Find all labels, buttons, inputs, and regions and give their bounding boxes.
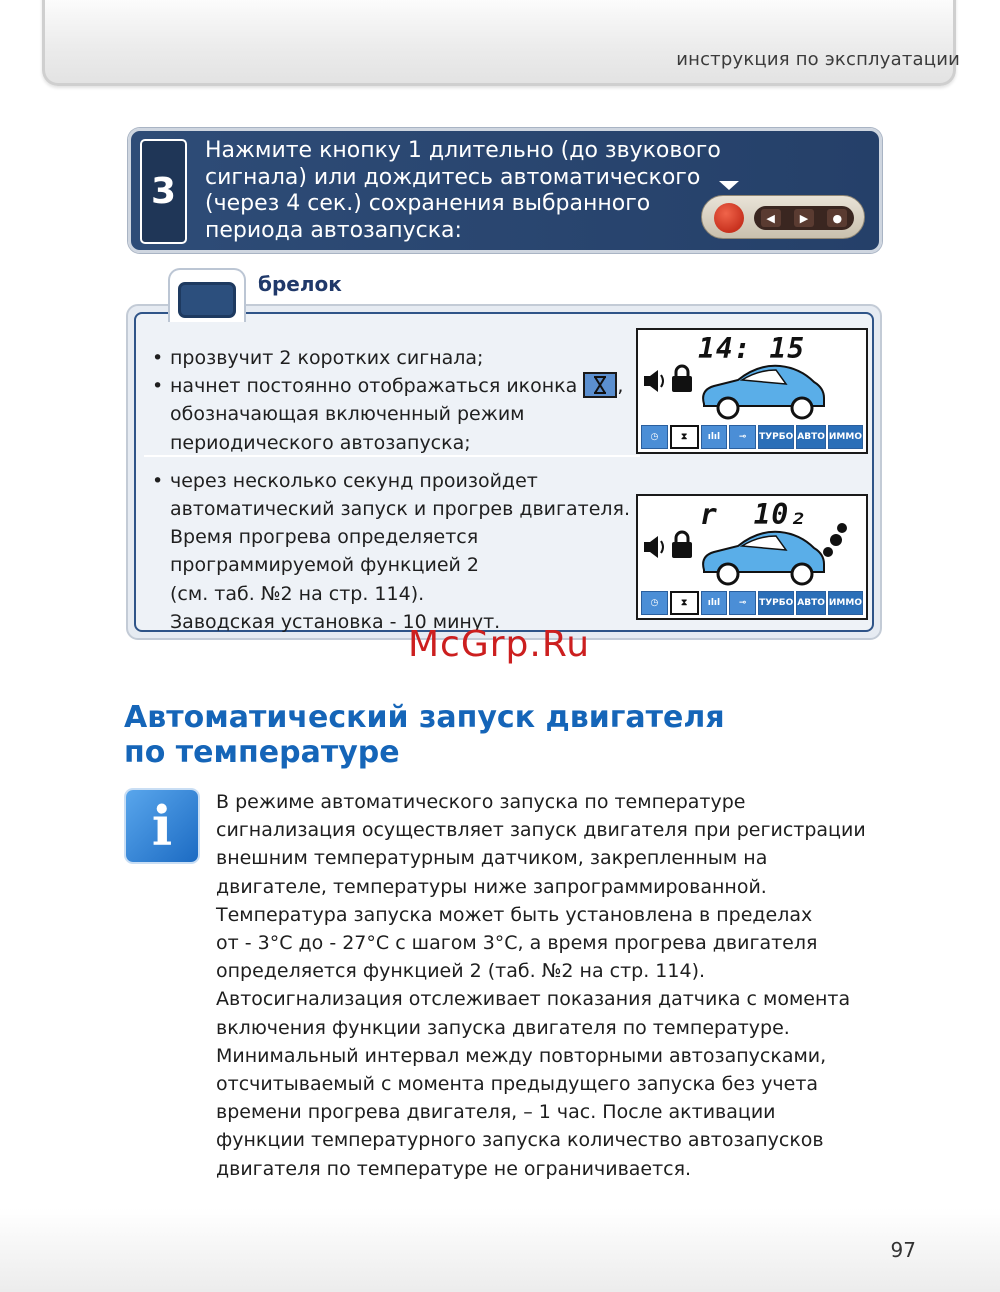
body-line: Минимальный интервал между повторными автозапусками,	[216, 1044, 827, 1067]
wrench-icon: ⊸	[729, 425, 756, 449]
heading-line: по температуре	[124, 735, 400, 770]
header-title: инструкция по эксплуатации	[676, 49, 960, 70]
body-line: внешним температурным датчиком, закрепленным на	[216, 847, 768, 870]
clock-icon: ◷	[641, 425, 668, 449]
keyfob-box	[126, 304, 882, 640]
bullet-text: начнет постоянно отображаться иконка	[170, 375, 578, 398]
thermometer-icon: ılıl	[701, 591, 728, 615]
bullet-item	[150, 372, 650, 457]
hourglass-icon: ⧗	[670, 425, 699, 449]
lcd-icon-row	[641, 425, 863, 449]
bullet-text: программируемой функцией 2	[170, 554, 479, 577]
bullet-text: прозвучит 2 коротких сигнала;	[170, 347, 484, 369]
lcd-time: 14: 15	[698, 332, 806, 365]
footer-bar	[0, 1208, 1000, 1292]
body-line: двигателя по температуре не ограничивается.	[216, 1157, 692, 1180]
lcd-turbo: ТУРБО	[758, 425, 794, 449]
speaker-icon	[642, 534, 666, 560]
bullet-text: ,	[617, 375, 624, 398]
bullet-text: периодического автозапуска;	[170, 431, 471, 454]
bullet-item	[150, 467, 650, 636]
bullet-text: Заводская установка - 10 минут.	[170, 610, 501, 633]
header-bar	[42, 0, 956, 86]
keyfob-screen	[178, 282, 236, 318]
lcd-immo: ИММО	[828, 425, 863, 449]
speaker-icon	[642, 368, 666, 394]
step-text	[205, 138, 745, 244]
body-text	[216, 788, 906, 1183]
body-line: Температура запуска может быть установлена в пределах	[216, 903, 813, 926]
bullet-text: (см. таб. №2 на стр. 114).	[170, 582, 425, 605]
lcd-display-2	[636, 494, 868, 620]
lcd-warmup: r 10₂	[700, 498, 808, 531]
lcd-immo: ИММО	[828, 591, 863, 615]
clock-icon: ◷	[641, 591, 668, 615]
car-icon	[698, 360, 828, 424]
lcd-auto: АВТО	[796, 591, 826, 615]
keyfob-inner	[134, 312, 874, 632]
body-line: В режиме автоматического запуска по температуре	[216, 791, 746, 813]
exhaust-icon	[822, 520, 852, 560]
body-line: Автосигнализация отслеживает показания датчика с момента	[216, 988, 851, 1011]
body-line: отсчитываемый с момента предыдущего запуска без учета	[216, 1073, 819, 1096]
keyfob-icon	[168, 268, 246, 322]
lcd-display-1	[636, 328, 868, 454]
body-line: от - 3°С до - 27°С с шагом 3°С, а время прогрева двигателя	[216, 932, 818, 955]
step-box	[128, 128, 882, 253]
keyfob-label: брелок	[258, 272, 342, 296]
step-line: периода автозапуска:	[205, 217, 462, 243]
step-number: 3	[140, 139, 187, 244]
step-line: Нажмите кнопку 1 длительно (до звукового	[205, 138, 721, 163]
bullet-item	[150, 344, 650, 372]
right-arrow-icon: ▶	[794, 209, 814, 227]
body-line: включения функции запуска двигателя по температуре.	[216, 1016, 790, 1039]
bullet-text: Время прогрева определяется	[170, 526, 479, 549]
lcd-auto: АВТО	[796, 425, 826, 449]
wrench-icon: ⊸	[729, 591, 756, 615]
keyfob-bullets	[150, 344, 650, 636]
lock-icon	[670, 530, 694, 560]
step-line: (через 4 сек.) сохранения выбранного	[205, 191, 651, 216]
section-heading	[124, 700, 824, 770]
remote-control-icon	[701, 195, 865, 239]
dot-icon: ●	[827, 209, 847, 227]
body-line: времени прогрева двигателя, – 1 час. После активации	[216, 1101, 776, 1124]
hourglass-icon	[583, 372, 617, 398]
pointer-arrow-icon	[719, 181, 739, 190]
thermometer-icon: ılıl	[701, 425, 728, 449]
hourglass-icon: ⧗	[670, 591, 699, 615]
lcd-turbo: ТУРБО	[758, 591, 794, 615]
lock-icon	[670, 364, 694, 394]
remote-buttons	[754, 206, 854, 230]
lcd-icon-row	[641, 591, 863, 615]
body-line: сигнализация осуществляет запуск двигателя при регистрации	[216, 819, 866, 842]
left-arrow-icon: ◀	[761, 209, 781, 227]
bullet-text: обозначающая включенный режим	[170, 403, 525, 426]
page-number: 97	[890, 1238, 916, 1262]
bullet-text: автоматический запуск и прогрев двигателя.	[170, 498, 631, 521]
info-icon	[126, 790, 198, 862]
heading-line: Автоматический запуск двигателя	[124, 700, 725, 735]
step-line: сигнала) или дождитесь автоматического	[205, 164, 701, 190]
bullet-divider	[144, 455, 640, 457]
info-letter: i	[151, 794, 173, 858]
remote-button-1-icon	[714, 203, 744, 233]
car-icon	[698, 526, 828, 590]
body-line: функции температурного запуска количество автозапусков	[216, 1129, 824, 1152]
body-line: определяется функцией 2 (таб. №2 на стр. 114).	[216, 960, 706, 983]
bullet-text: • через несколько секунд произойдет	[170, 469, 538, 492]
body-line: двигателе, температуры ниже запрограммированной.	[216, 875, 767, 898]
watermark: McGrp.Ru	[408, 624, 591, 665]
